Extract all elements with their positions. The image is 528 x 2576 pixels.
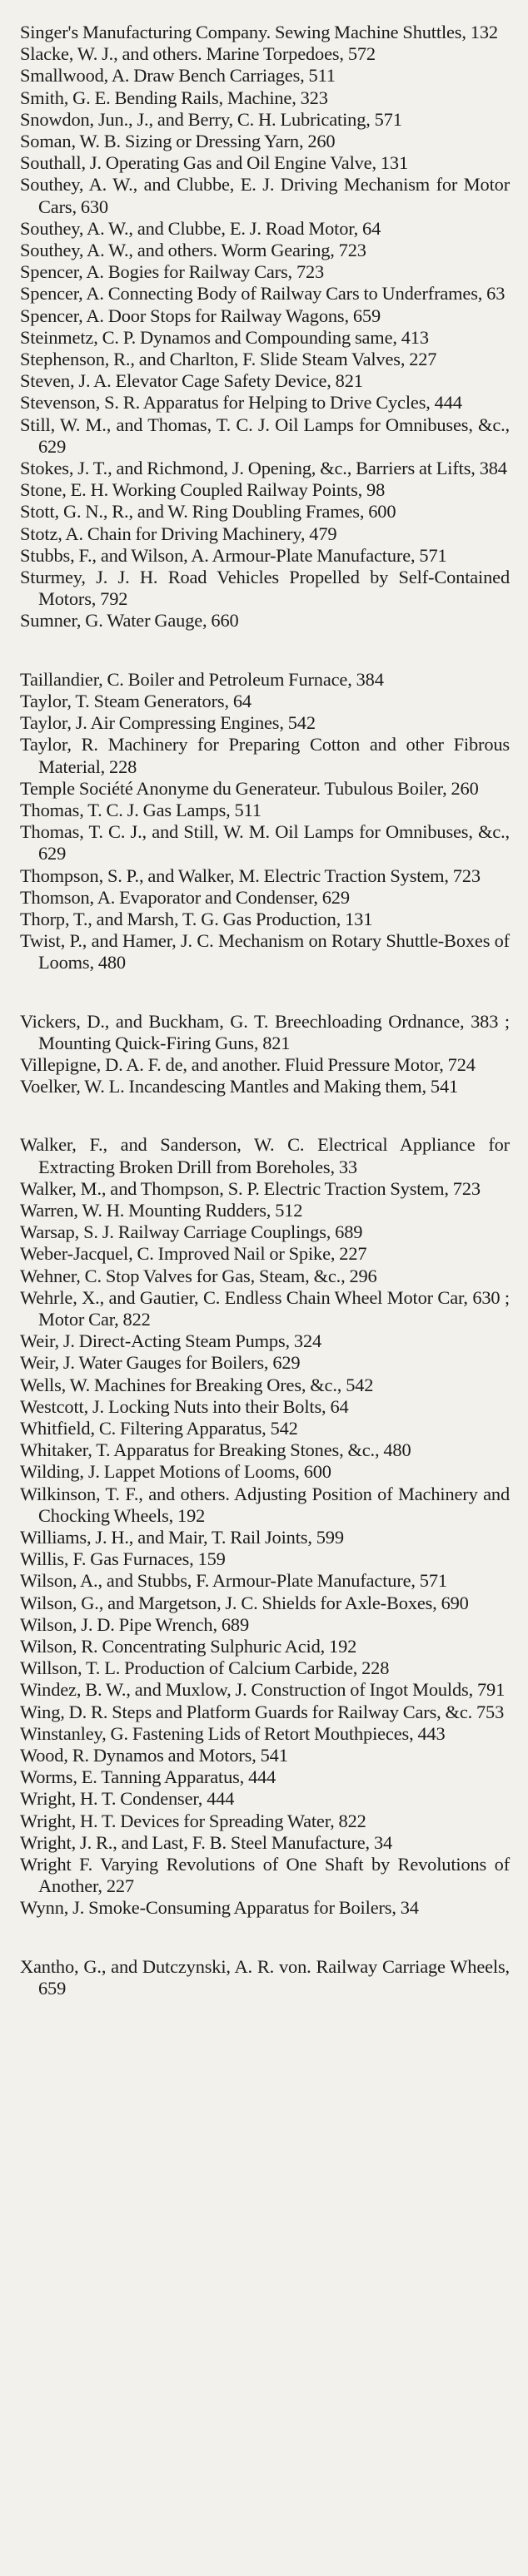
index-entry: Snowdon, Jun., J., and Berry, C. H. Lubricating, 571 — [20, 108, 402, 130]
index-entry: Smith, G. E. Bending Rails, Machine, 323 — [20, 87, 328, 108]
index-entry: Voelker, W. L. Incandescing Mantles and Making them, 541 — [20, 1076, 459, 1097]
index-entry: Southey, A. W., and Clubbe, E. J. Driving Mechanism for Motor Cars, 630 — [20, 174, 510, 217]
index-entry: Sumner, G. Water Gauge, 660 — [20, 610, 239, 632]
index-entry: Whitfield, C. Filtering Apparatus, 542 — [20, 1417, 298, 1439]
index-entry: Slacke, W. J., and others. Marine Torpedoes, 572 — [20, 43, 376, 65]
index-entry: Taylor, J. Air Compressing Engines, 542 — [20, 712, 316, 734]
index-entry: Stokes, J. T., and Richmond, J. Opening, &c., Barriers at Lifts, 384 — [20, 458, 507, 479]
index-entry: Walker, F., and Sanderson, W. C. Electrical Appliance for Extracting Broken Drill from Boreholes, 33 — [20, 1134, 510, 1177]
index-entry: Thomas, T. C. J. Gas Lamps, 511 — [20, 799, 262, 820]
index-entry: Weir, J. Water Gauges for Boilers, 629 — [20, 1352, 301, 1374]
index-entry: Taylor, T. Steam Generators, 64 — [20, 690, 252, 711]
index-entry: Wright, H. T. Condenser, 444 — [20, 1788, 235, 1810]
index-entry: Spencer, A. Door Stops for Railway Wagons, 659 — [20, 305, 381, 326]
index-entry: Wright F. Varying Revolutions of One Shaft by Revolutions of Another, 227 — [20, 1854, 510, 1897]
index-entry: Winstanley, G. Fastening Lids of Retort Mouthpieces, 443 — [20, 1722, 446, 1744]
index-entry: Southey, A. W., and Clubbe, E. J. Road Motor, 64 — [20, 217, 381, 239]
index-entry: Wilson, R. Concentrating Sulphuric Acid, 192 — [20, 1636, 357, 1657]
index-entry: Worms, E. Tanning Apparatus, 444 — [20, 1766, 276, 1788]
index-entry: Wright, J. R., and Last, F. B. Steel Manufacture, 34 — [20, 1831, 393, 1853]
index-entry: Spencer, A. Connecting Body of Railway Cars to Underframes, 63 — [20, 283, 506, 305]
index-entry: Westcott, J. Locking Nuts into their Bolts, 64 — [20, 1395, 349, 1417]
index-entry: Soman, W. B. Sizing or Dressing Yarn, 260 — [20, 131, 336, 152]
index-entry: Southey, A. W., and others. Worm Gearing, 723 — [20, 240, 366, 261]
index-entry: Still, W. M., and Thomas, T. C. J. Oil Lamps for Omnibuses, &c., 629 — [20, 414, 510, 457]
index-entry: Wehrle, X., and Gautier, C. Endless Chain Wheel Motor Car, 630 ; Motor Car, 822 — [20, 1286, 510, 1330]
index-entry: Wood, R. Dynamos and Motors, 541 — [20, 1745, 288, 1766]
index-entry: Thomas, T. C. J., and Still, W. M. Oil Lamps for Omnibuses, &c., 629 — [20, 821, 510, 864]
index-entry: Willis, F. Gas Furnaces, 159 — [20, 1548, 226, 1570]
index-entry: Weir, J. Direct-Acting Steam Pumps, 324 — [20, 1330, 322, 1352]
index-entry: Wilkinson, T. F., and others. Adjusting Position of Machinery and Chocking Wheels, 192 — [20, 1483, 510, 1526]
index-entry: Taylor, R. Machinery for Preparing Cotton and other Fibrous Material, 228 — [20, 734, 510, 777]
index-entry: Stevenson, S. R. Apparatus for Helping to Drive Cycles, 444 — [20, 392, 462, 414]
index-entry: Wilson, A., and Stubbs, F. Armour-Plate Manufacture, 571 — [20, 1570, 447, 1592]
index-groups — [20, 22, 510, 1999]
index-entry: Wilson, J. D. Pipe Wrench, 689 — [20, 1613, 249, 1635]
index-entry: Wynn, J. Smoke-Consuming Apparatus for Boilers, 34 — [20, 1897, 419, 1919]
index-entry: Sturmey, J. J. H. Road Vehicles Propelled by Self-Contained Motors, 792 — [20, 567, 510, 610]
index-entry: Williams, J. H., and Mair, T. Rail Joints, 599 — [20, 1527, 344, 1548]
index-entry: Stone, E. H. Working Coupled Railway Points, 98 — [20, 479, 386, 501]
index-entry: Singer's Manufacturing Company. Sewing Machine Shuttles, 132 — [20, 22, 498, 42]
index-entry: Southall, J. Operating Gas and Oil Engine Valve, 131 — [20, 152, 409, 174]
index-entry: Twist, P., and Hamer, J. C. Mechanism on Rotary Shuttle-Boxes of Looms, 480 — [20, 930, 510, 973]
index-entry: Thompson, S. P., and Walker, M. Electric Traction System, 723 — [20, 864, 481, 886]
index-entry: Warren, W. H. Mounting Rudders, 512 — [20, 1199, 303, 1221]
index-entry: Wilding, J. Lappet Motions of Looms, 600 — [20, 1461, 331, 1483]
index-entry: Stotz, A. Chain for Driving Machinery, 479 — [20, 523, 337, 544]
index-entry: Wehner, C. Stop Valves for Gas, Steam, &c., 296 — [20, 1265, 377, 1286]
index-entry: Xantho, G., and Dutczynski, A. R. von. Railway Carriage Wheels, 659 — [20, 1955, 510, 1999]
index-entry: Stubbs, F., and Wilson, A. Armour-Plate Manufacture, 571 — [20, 544, 447, 566]
index-entry: Vickers, D., and Buckham, G. T. Breechloading Ordnance, 383 ; Mounting Quick-Firing Guns, 821 — [20, 1010, 510, 1053]
index-entry: Spencer, A. Bogies for Railway Cars, 723 — [20, 261, 325, 283]
index-letter-group — [20, 22, 510, 632]
index-letter-group — [20, 1134, 510, 1919]
index-letter-group — [20, 1011, 510, 1098]
index-entry: Thorp, T., and Marsh, T. G. Gas Production, 131 — [20, 908, 373, 929]
index-entry: Stott, G. N., R., and W. Ring Doubling Frames, 600 — [20, 501, 396, 523]
index-entry: Whitaker, T. Apparatus for Breaking Stones, &c., 480 — [20, 1439, 411, 1461]
index-entry: Weber-Jacquel, C. Improved Nail or Spike, 227 — [20, 1243, 367, 1265]
index-entry: Thomson, A. Evaporator and Condenser, 629 — [20, 886, 350, 908]
index-entry: Villepigne, D. A. F. de, and another. Fluid Pressure Motor, 724 — [20, 1053, 476, 1075]
index-entry: Steven, J. A. Elevator Cage Safety Device, 821 — [20, 370, 363, 392]
index-entry: Wright, H. T. Devices for Spreading Water, 822 — [20, 1810, 366, 1831]
index-entry: Wells, W. Machines for Breaking Ores, &c., 542 — [20, 1374, 374, 1395]
index-entry: Walker, M., and Thompson, S. P. Electric Traction System, 723 — [20, 1177, 481, 1199]
index-entry: Temple Société Anonyme du Generateur. Tubulous Boiler, 260 — [20, 777, 479, 799]
index-entry: Stephenson, R., and Charlton, F. Slide Steam Valves, 227 — [20, 349, 437, 370]
index-letter-group — [20, 1956, 510, 1999]
index-entry: Willson, T. L. Production of Calcium Carbide, 228 — [20, 1657, 390, 1679]
index-entry: Wilson, G., and Margetson, J. C. Shields for Axle-Boxes, 690 — [20, 1592, 469, 1613]
index-entry: Warsap, S. J. Railway Carriage Couplings, 689 — [20, 1221, 363, 1243]
index-letter-group — [20, 669, 510, 974]
index-entry: Smallwood, A. Draw Bench Carriages, 511 — [20, 65, 336, 87]
index-entry: Windez, B. W., and Muxlow, J. Construction of Ingot Moulds, 791 — [20, 1679, 506, 1701]
index-entry: Steinmetz, C. P. Dynamos and Compounding same, 413 — [20, 326, 429, 348]
index-entry: Wing, D. R. Steps and Platform Guards for Railway Cars, &c. 753 — [20, 1701, 505, 1722]
index-entry: Taillandier, C. Boiler and Petroleum Furnace, 384 — [20, 668, 384, 690]
